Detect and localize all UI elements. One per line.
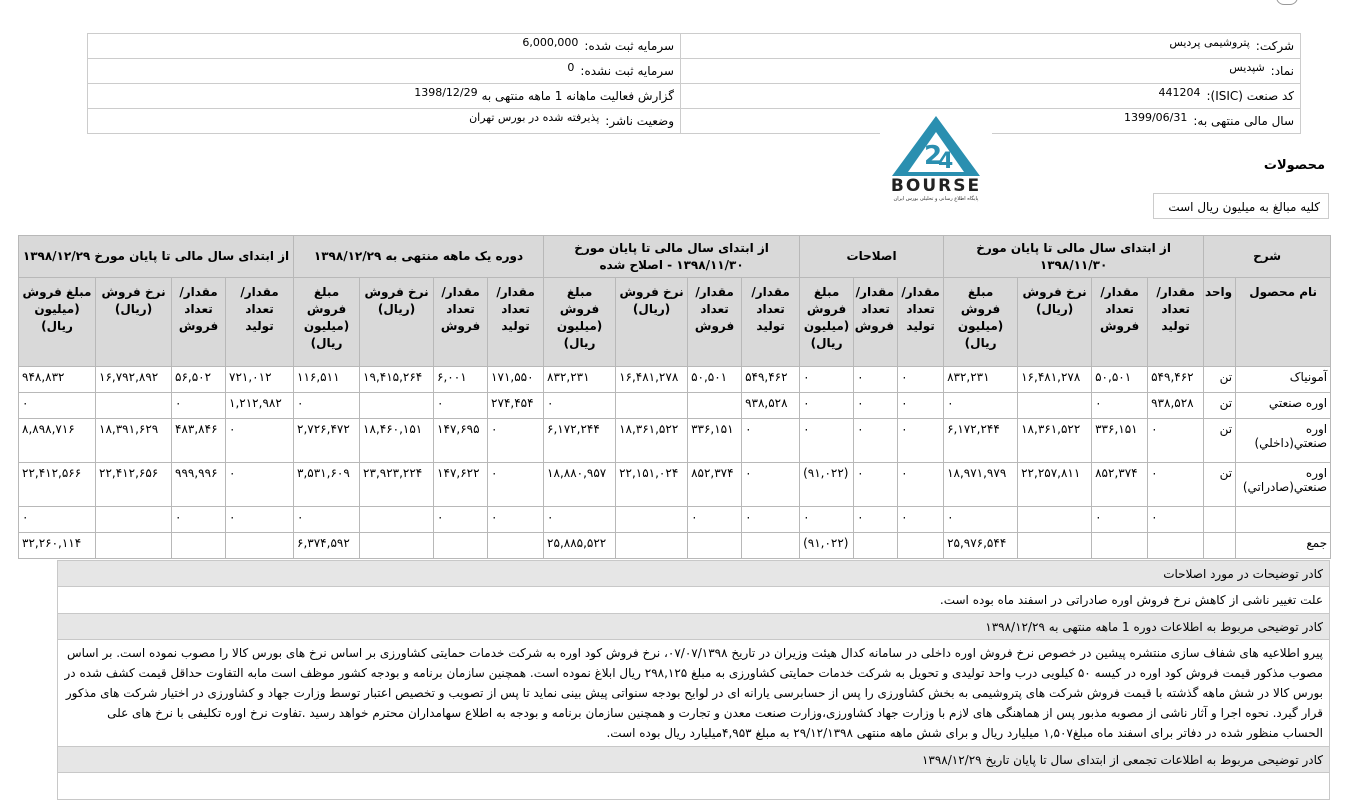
table-row xyxy=(19,533,1331,559)
table-cell: ۰ xyxy=(742,463,800,507)
table-cell: ۲۵,۸۸۵,۵۲۲ xyxy=(544,533,616,559)
top-corner-icon xyxy=(1276,0,1298,5)
products-table xyxy=(18,235,1331,559)
table-cell: ۰ xyxy=(294,393,360,419)
group-header-desc: شرح xyxy=(1204,236,1331,278)
table-cell: ۰ xyxy=(854,393,898,419)
table-cell: ۰ xyxy=(488,463,544,507)
group-header-4: دوره یک ماهه منتهی به ۱۳۹۸/۱۲/۲۹ xyxy=(294,236,544,278)
monthly-header: کادر توضیحی مربوط به اطلاعات دوره 1 ماهه منتهی به ۱۳۹۸/۱۲/۲۹ xyxy=(58,614,1330,640)
table-cell: ۶,۳۷۴,۵۹۲ xyxy=(294,533,360,559)
group-header-2: اصلاحات xyxy=(800,236,944,278)
table-cell: ۲۲,۱۵۱,۰۲۴ xyxy=(616,463,688,507)
col-header-amount: مبلغ فروش (میلیون ریال) xyxy=(19,278,96,367)
table-cell: ۰ xyxy=(488,419,544,463)
product-name: جمع xyxy=(1236,533,1331,559)
table-cell: ۹۳۸,۵۲۸ xyxy=(742,393,800,419)
table-cell xyxy=(1018,533,1092,559)
table-cell: ۲۷۴,۴۵۴ xyxy=(488,393,544,419)
table-cell xyxy=(742,533,800,559)
table-cell: ۱۴۷,۶۹۵ xyxy=(434,419,488,463)
col-header-rate: نرخ فروش (ریال) xyxy=(616,278,688,367)
col-header-sale-qty: مقدار/ تعداد فروش xyxy=(688,278,742,367)
group-header-1: از ابتدای سال مالی تا پایان مورخ ۱۳۹۸/۱۱/۳۰ xyxy=(944,236,1204,278)
isic-value: 441204 xyxy=(1158,86,1201,99)
column-header-row xyxy=(19,278,1331,367)
table-cell: ۰ xyxy=(800,507,854,533)
table-cell xyxy=(360,393,434,419)
cumulative-header: کادر توضیحی مربوط به اطلاعات تجمعی از ابتدای سال تا پایان تاریخ ۱۳۹۸/۱۲/۲۹ xyxy=(58,747,1330,773)
table-cell xyxy=(616,393,688,419)
table-cell: ۰ xyxy=(854,367,898,393)
table-cell xyxy=(96,393,172,419)
product-unit: تن xyxy=(1204,393,1236,419)
table-cell: ۷۲۱,۰۱۲ xyxy=(226,367,294,393)
table-cell: ۱۴۷,۶۲۲ xyxy=(434,463,488,507)
table-cell: ۶,۱۷۲,۲۴۴ xyxy=(944,419,1018,463)
col-header-sale-qty: مقدار/ تعداد فروش xyxy=(172,278,226,367)
table-cell: ۱۸,۴۶۰,۱۵۱ xyxy=(360,419,434,463)
group-header-3: از ابتدای سال مالی تا پایان مورخ ۱۳۹۸/۱۱/۳۰ - اصلاح شده xyxy=(544,236,800,278)
product-unit xyxy=(1204,533,1236,559)
fiscal-label: سال مالی منتهی به: xyxy=(1193,114,1294,128)
group-header-5: از ابتدای سال مالی تا پایان مورخ ۱۳۹۸/۱۲/۲۹ xyxy=(19,236,294,278)
logo-text: BOURSE xyxy=(890,176,982,196)
table-cell: ۱۶,۴۸۱,۲۷۸ xyxy=(1018,367,1092,393)
table-cell xyxy=(1018,393,1092,419)
fiscal-value: 1399/06/31 xyxy=(1123,111,1188,124)
table-cell xyxy=(434,533,488,559)
table-cell xyxy=(688,533,742,559)
col-header-rate: نرخ فروش (ریال) xyxy=(1018,278,1092,367)
bourse-24-logo-icon xyxy=(880,112,992,178)
table-cell: ۰ xyxy=(854,507,898,533)
symbol-value: شپدیس xyxy=(1229,61,1265,74)
table-cell: ۴۸۳,۸۴۶ xyxy=(172,419,226,463)
table-cell xyxy=(488,533,544,559)
report-value: 1398/12/29 xyxy=(414,86,478,99)
monthly-text: پیرو اطلاعیه های شفاف سازی منتشره پیشین در خصوص نرخ فروش اوره داخلی در سامانه کدال هیئت وزیران در تاریخ ۰۷/۰۷/۱۳۹۸، نرخ فروش کود اوره به شرکت خدمات حمایتی کشاورزی بر اساس نرخ های بورس کالا را مصوب نموده است. بر اساس مصوب مذکور قیمت فروش کود اوره در کیسه ۵۰ کیلویی درب واحد تولیدی و تحویل به شرکت خدمات حمایتی کشاورزی به مبلغ ۲۹۸,۱۲۵ ریال ابلاغ نموده است. همچنین سازمان برنامه و بودجه کشور موظف است مابه التفاوت حداقل قیمت کشف شده در بورس کالا در شش ماهه گذشته با قیمت فروش شرکت های پتروشیمی به بخش کشاورزی را پس از حسابرسی یارانه ای در لوایح بودجه سنواتی پیش بینی نماید تا پس از تصویب و تخصیص اعتبار توسط وزارت جهاد و کشاورزی در اختیار شرکت های مذکور قرار گیرد. نحوه اجرا و آثار ناشی از مصوبه مذبور پس از هماهنگی های لازم با وزارت جهاد کشاورزی،وزارت صنعت معدن و تجارت و همچنین سازمان برنامه و بودجه به اطلاع سهامداران محترم خواهد رسید .تفاوت نرخ اوره تکلیفی با نرخ های علی الحساب منظور شده در دفاتر برای اسفند ماه مبلغ۱,۵۰۷ میلیارد ریال و برای شش ماهه منتهی ۲۹/۱۲/۱۳۹۸ به مبلغ ۴,۹۵۳میلیارد ریال بوده است. xyxy=(58,640,1330,747)
table-cell: ۲,۷۲۶,۴۷۲ xyxy=(294,419,360,463)
table-cell: ۰ xyxy=(944,393,1018,419)
table-cell: ۶,۱۷۲,۲۴۴ xyxy=(544,419,616,463)
symbol-label: نماد: xyxy=(1270,64,1294,78)
col-header-prod-qty: مقدار/ تعداد تولید xyxy=(1148,278,1204,367)
unreg-capital-value: 0 xyxy=(567,61,575,74)
table-cell: ۰ xyxy=(172,393,226,419)
table-cell: ۰ xyxy=(944,507,1018,533)
company-value: پتروشیمی پردیس xyxy=(1169,36,1250,49)
table-cell: ۰ xyxy=(800,419,854,463)
svg-text:2: 2 xyxy=(924,141,943,171)
table-cell: ۰ xyxy=(800,367,854,393)
table-cell: ۸۵۲,۳۷۴ xyxy=(688,463,742,507)
table-cell: ۳۳۶,۱۵۱ xyxy=(688,419,742,463)
table-cell: ۰ xyxy=(172,507,226,533)
table-cell: ۰ xyxy=(1148,419,1204,463)
table-body xyxy=(19,367,1331,559)
table-cell: ۰ xyxy=(742,507,800,533)
col-header-name: نام محصول xyxy=(1236,278,1331,367)
col-header-unit: واحد xyxy=(1204,278,1236,367)
table-cell: ۰ xyxy=(1092,507,1148,533)
section-title: محصولات xyxy=(1263,158,1325,173)
product-name: آمونیاک xyxy=(1236,367,1331,393)
svg-text:4: 4 xyxy=(938,149,954,174)
col-header-sale-qty: مقدار/ تعداد فروش xyxy=(434,278,488,367)
table-cell: ۰ xyxy=(742,419,800,463)
product-name: اوره صنعتي xyxy=(1236,393,1331,419)
table-cell: ۰ xyxy=(898,507,944,533)
table-cell: ۰ xyxy=(434,393,488,419)
col-header-prod-qty: مقدار/ تعداد تولید xyxy=(226,278,294,367)
table-cell xyxy=(96,533,172,559)
table-cell xyxy=(616,533,688,559)
table-cell: ۱۱۶,۵۱۱ xyxy=(294,367,360,393)
product-name: اوره صنعتي(داخلي) xyxy=(1236,419,1331,463)
table-cell xyxy=(1148,533,1204,559)
table-cell: ۳۳۶,۱۵۱ xyxy=(1092,419,1148,463)
table-cell: ۱۸,۹۷۱,۹۷۹ xyxy=(944,463,1018,507)
table-cell: ۱۷۱,۵۵۰ xyxy=(488,367,544,393)
table-cell: ۲۵,۹۷۶,۵۴۴ xyxy=(944,533,1018,559)
table-cell: ۹۹۹,۹۹۶ xyxy=(172,463,226,507)
table-cell: ۸,۸۹۸,۷۱۶ xyxy=(19,419,96,463)
table-cell: ۱۸,۸۸۰,۹۵۷ xyxy=(544,463,616,507)
logo-subtitle: پایگاه اطلاع رسانی و تحلیلی بورس ایران xyxy=(893,196,979,202)
table-cell xyxy=(1018,507,1092,533)
table-cell: ۰ xyxy=(294,507,360,533)
cumulative-text xyxy=(58,773,1330,800)
product-unit: تن xyxy=(1204,419,1236,463)
unit-note: کلیه مبالغ به میلیون ریال است xyxy=(1153,193,1329,219)
product-name: اوره صنعتي(صادراتي) xyxy=(1236,463,1331,507)
report-label: گزارش فعالیت ماهانه 1 ماهه منتهی به xyxy=(481,89,674,103)
table-cell: ۱۸,۳۶۱,۵۲۲ xyxy=(616,419,688,463)
table-row xyxy=(19,419,1331,463)
col-header-sale-qty: مقدار/ تعداد فروش xyxy=(854,278,898,367)
col-header-amount: مبلغ فروش (میلیون ریال) xyxy=(944,278,1018,367)
table-cell: ۰ xyxy=(898,367,944,393)
table-cell: ۵۰,۵۰۱ xyxy=(1092,367,1148,393)
table-cell: ۰ xyxy=(688,507,742,533)
table-cell xyxy=(854,533,898,559)
table-cell: ۰ xyxy=(488,507,544,533)
table-cell: ۲۲,۴۱۲,۶۵۶ xyxy=(96,463,172,507)
table-cell: (۹۱,۰۲۲) xyxy=(800,533,854,559)
table-cell: (۹۱,۰۲۲) xyxy=(800,463,854,507)
table-cell: ۳۲,۲۶۰,۱۱۴ xyxy=(19,533,96,559)
table-cell: ۰ xyxy=(898,463,944,507)
table-cell: ۰ xyxy=(19,393,96,419)
table-cell: ۵۴۹,۴۶۲ xyxy=(1148,367,1204,393)
table-cell: ۵۰,۵۰۱ xyxy=(688,367,742,393)
col-header-sale-qty: مقدار/ تعداد فروش xyxy=(1092,278,1148,367)
isic-label: کد صنعت (ISIC): xyxy=(1206,89,1294,103)
publisher-label: وضعیت ناشر: xyxy=(605,114,674,128)
table-cell: ۹۴۸,۸۳۲ xyxy=(19,367,96,393)
col-header-rate: نرخ فروش (ریال) xyxy=(96,278,172,367)
table-cell: ۲۲,۲۵۷,۸۱۱ xyxy=(1018,463,1092,507)
table-cell: ۹۳۸,۵۲۸ xyxy=(1148,393,1204,419)
table-cell: ۰ xyxy=(1092,393,1148,419)
table-cell: ۰ xyxy=(19,507,96,533)
table-cell: ۰ xyxy=(544,393,616,419)
table-cell xyxy=(360,507,434,533)
table-cell: ۰ xyxy=(800,393,854,419)
publisher-value: پذیرفته شده در بورس تهران xyxy=(469,111,600,124)
table-cell: ۳,۵۳۱,۶۰۹ xyxy=(294,463,360,507)
table-cell: ۲۳,۹۲۳,۲۲۴ xyxy=(360,463,434,507)
table-cell: ۸۳۲,۲۳۱ xyxy=(544,367,616,393)
company-info-table xyxy=(87,33,1301,134)
table-cell xyxy=(96,507,172,533)
table-cell: ۶,۰۰۱ xyxy=(434,367,488,393)
table-cell: ۰ xyxy=(854,463,898,507)
table-cell: ۰ xyxy=(1148,507,1204,533)
table-cell: ۰ xyxy=(898,419,944,463)
table-row xyxy=(19,463,1331,507)
table-cell xyxy=(172,533,226,559)
col-header-amount: مبلغ فروش (میلیون ریال) xyxy=(294,278,360,367)
table-row xyxy=(19,507,1331,533)
col-header-prod-qty: مقدار/ تعداد تولید xyxy=(488,278,544,367)
table-cell: ۰ xyxy=(898,393,944,419)
table-cell: ۰ xyxy=(226,419,294,463)
table-cell: ۱۸,۳۶۱,۵۲۲ xyxy=(1018,419,1092,463)
table-row xyxy=(19,367,1331,393)
table-cell xyxy=(688,393,742,419)
capital-value: 6,000,000 xyxy=(522,36,579,49)
unreg-capital-label: سرمایه ثبت نشده: xyxy=(580,64,674,78)
corrections-text: علت تغییر ناشی از کاهش نرخ فروش اوره صادراتی در اسفند ماه بوده است. xyxy=(58,587,1330,614)
table-cell: ۸۵۲,۳۷۴ xyxy=(1092,463,1148,507)
table-row xyxy=(19,393,1331,419)
table-cell xyxy=(360,533,434,559)
table-cell: ۱۶,۴۸۱,۲۷۸ xyxy=(616,367,688,393)
col-header-rate: نرخ فروش (ریال) xyxy=(360,278,434,367)
col-header-amount: مبلغ فروش (میلیون ریال) xyxy=(544,278,616,367)
col-header-amount: مبلغ فروش (میلیون ریال) xyxy=(800,278,854,367)
table-cell: ۰ xyxy=(434,507,488,533)
product-unit: تن xyxy=(1204,367,1236,393)
col-header-prod-qty: مقدار/ تعداد تولید xyxy=(742,278,800,367)
notes-table xyxy=(57,560,1330,800)
table-cell xyxy=(616,507,688,533)
company-label: شرکت: xyxy=(1255,39,1294,53)
col-header-prod-qty: مقدار/ تعداد تولید xyxy=(898,278,944,367)
product-unit: تن xyxy=(1204,463,1236,507)
table-cell: ۰ xyxy=(1148,463,1204,507)
product-unit xyxy=(1204,507,1236,533)
table-cell: ۰ xyxy=(544,507,616,533)
product-name xyxy=(1236,507,1331,533)
table-cell: ۵۴۹,۴۶۲ xyxy=(742,367,800,393)
table-cell: ۰ xyxy=(854,419,898,463)
table-cell xyxy=(226,533,294,559)
table-cell: ۱۹,۴۱۵,۲۶۴ xyxy=(360,367,434,393)
table-cell: ۸۳۲,۲۳۱ xyxy=(944,367,1018,393)
table-cell: ۰ xyxy=(226,463,294,507)
table-cell: ۱۶,۷۹۲,۸۹۲ xyxy=(96,367,172,393)
table-cell xyxy=(1092,533,1148,559)
table-cell: ۱۸,۳۹۱,۶۲۹ xyxy=(96,419,172,463)
table-cell: ۵۶,۵۰۲ xyxy=(172,367,226,393)
table-cell: ۱,۲۱۲,۹۸۲ xyxy=(226,393,294,419)
table-cell: ۰ xyxy=(226,507,294,533)
capital-label: سرمایه ثبت شده: xyxy=(584,39,674,53)
bourse-logo xyxy=(880,112,992,210)
table-cell xyxy=(898,533,944,559)
table-cell: ۲۲,۴۱۲,۵۶۶ xyxy=(19,463,96,507)
corrections-header: کادر توضیحات در مورد اصلاحات xyxy=(58,561,1330,587)
